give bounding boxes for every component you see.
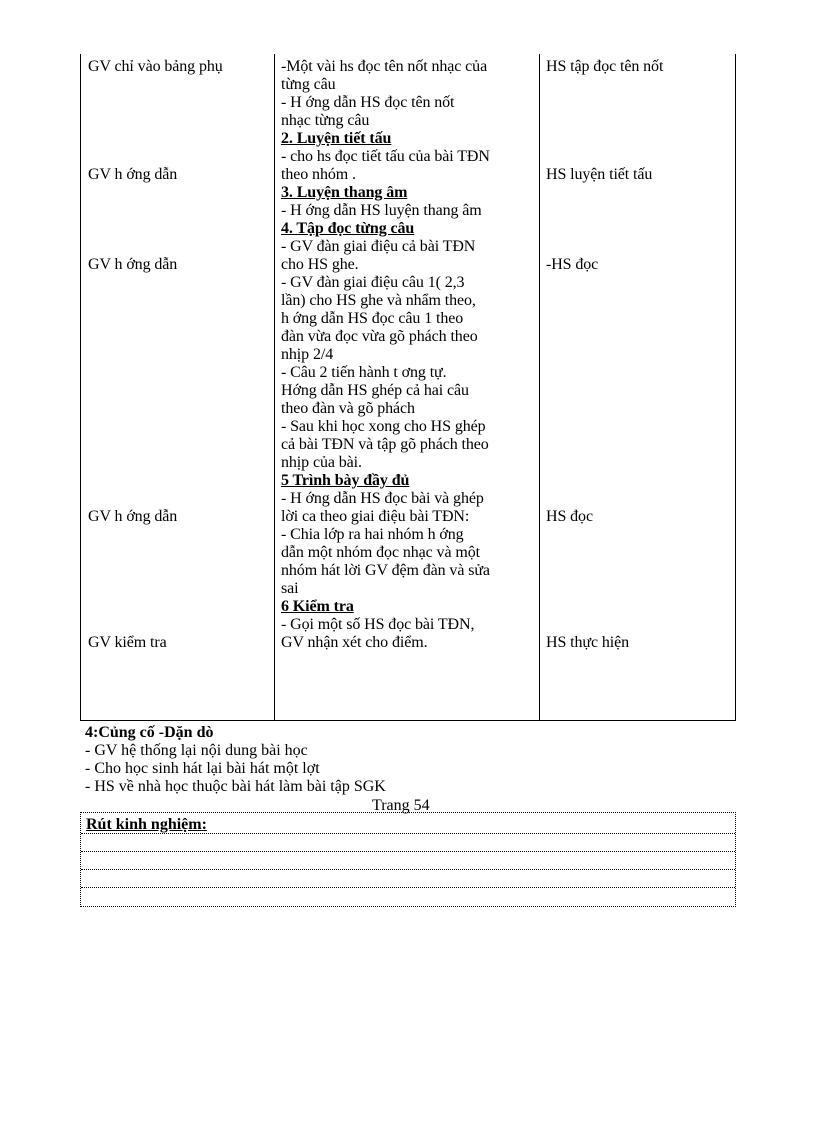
content-line: lần) cho HS ghe và nhẩm theo,: [281, 292, 476, 309]
content-line: h ớng dẫn HS đọc câu 1 theo: [281, 310, 464, 327]
summary-item: - HS về nhà học thuộc bài hát làm bài tập SGK: [85, 778, 386, 795]
writing-line: [81, 887, 735, 888]
content-line: -Một vài hs đọc tên nốt nhạc của: [281, 58, 488, 75]
student-activity: HS tập đọc tên nốt: [546, 58, 664, 75]
experience-title: Rút kinh nghiệm:: [86, 816, 207, 833]
content-line: nhóm hát lời GV đệm đàn và sửa: [281, 562, 490, 579]
content-line: - Gọi một số HS đọc bài TĐN,: [281, 616, 475, 633]
content-line: nhịp của bài.: [281, 454, 362, 471]
experience-box: [80, 812, 736, 907]
writing-line: [81, 851, 735, 852]
content-line: theo đàn và gõ phách: [281, 400, 415, 417]
summary-title: 4:Củng cố -Dặn dò: [85, 724, 214, 741]
section-heading: 4. Tập đọc từng câu: [281, 220, 415, 237]
student-activity: HS thực hiện: [546, 634, 630, 651]
content-line: - GV đàn giai điệu câu 1( 2,3: [281, 274, 465, 291]
student-activity: -HS đọc: [546, 256, 599, 273]
section-heading: 5 Trình bày đầy đủ: [281, 472, 410, 489]
column-divider: [539, 54, 540, 720]
writing-line: [81, 869, 735, 870]
teacher-activity: GV h ớng dẫn: [88, 508, 178, 525]
teacher-activity: GV h ớng dẫn: [88, 256, 178, 273]
teacher-activity: GV kiểm tra: [88, 634, 167, 651]
content-line: - Sau khi học xong cho HS ghép: [281, 418, 486, 435]
content-line: nhịp 2/4: [281, 346, 334, 363]
lesson-table: [80, 54, 736, 721]
content-line: GV nhận xét cho điểm.: [281, 634, 428, 651]
content-line: cả bài TĐN và tập gõ phách theo: [281, 436, 489, 453]
content-line: từng câu: [281, 76, 336, 93]
content-line: - GV đàn giai điệu cả bài TĐN: [281, 238, 476, 255]
content-line: - Câu 2 tiến hành t ơng tự.: [281, 364, 447, 381]
teacher-activity: GV chỉ vào bảng phụ: [88, 58, 223, 75]
student-activity: HS đọc: [546, 508, 593, 525]
teacher-activity: GV h ớng dẫn: [88, 166, 178, 183]
section-heading: 2. Luyện tiết tấu: [281, 130, 392, 147]
content-line: - H ớng dẫn HS đọc tên nốt: [281, 94, 455, 111]
content-line: - H ớng dẫn HS luyện thang âm: [281, 202, 482, 219]
page-number: Trang 54: [372, 797, 430, 814]
content-line: nhạc từng câu: [281, 112, 370, 129]
content-line: đàn vừa đọc vừa gõ phách theo: [281, 328, 478, 345]
content-line: - H ớng dẫn HS đọc bài và ghép: [281, 490, 484, 507]
content-line: cho HS ghe.: [281, 256, 359, 273]
student-activity: HS luyện tiết tấu: [546, 166, 653, 183]
content-line: - Chia lớp ra hai nhóm h ớng: [281, 526, 464, 543]
section-heading: 6 Kiểm tra: [281, 598, 354, 615]
summary-item: - GV hệ thống lại nội dung bài học: [85, 742, 308, 759]
content-line: theo nhóm .: [281, 166, 356, 183]
content-line: sai: [281, 580, 299, 597]
content-line: lời ca theo giai điệu bài TĐN:: [281, 508, 470, 525]
writing-line: [81, 833, 735, 834]
content-line: - cho hs đọc tiết tấu của bài TĐN: [281, 148, 490, 165]
summary-item: - Cho học sinh hát lại bài hát một lợt: [85, 760, 320, 777]
content-line: dẫn một nhóm đọc nhạc và một: [281, 544, 480, 561]
column-divider: [274, 54, 275, 720]
content-line: Hớng dẫn HS ghép cả hai câu: [281, 382, 469, 399]
section-heading: 3. Luyện thang âm: [281, 184, 408, 201]
